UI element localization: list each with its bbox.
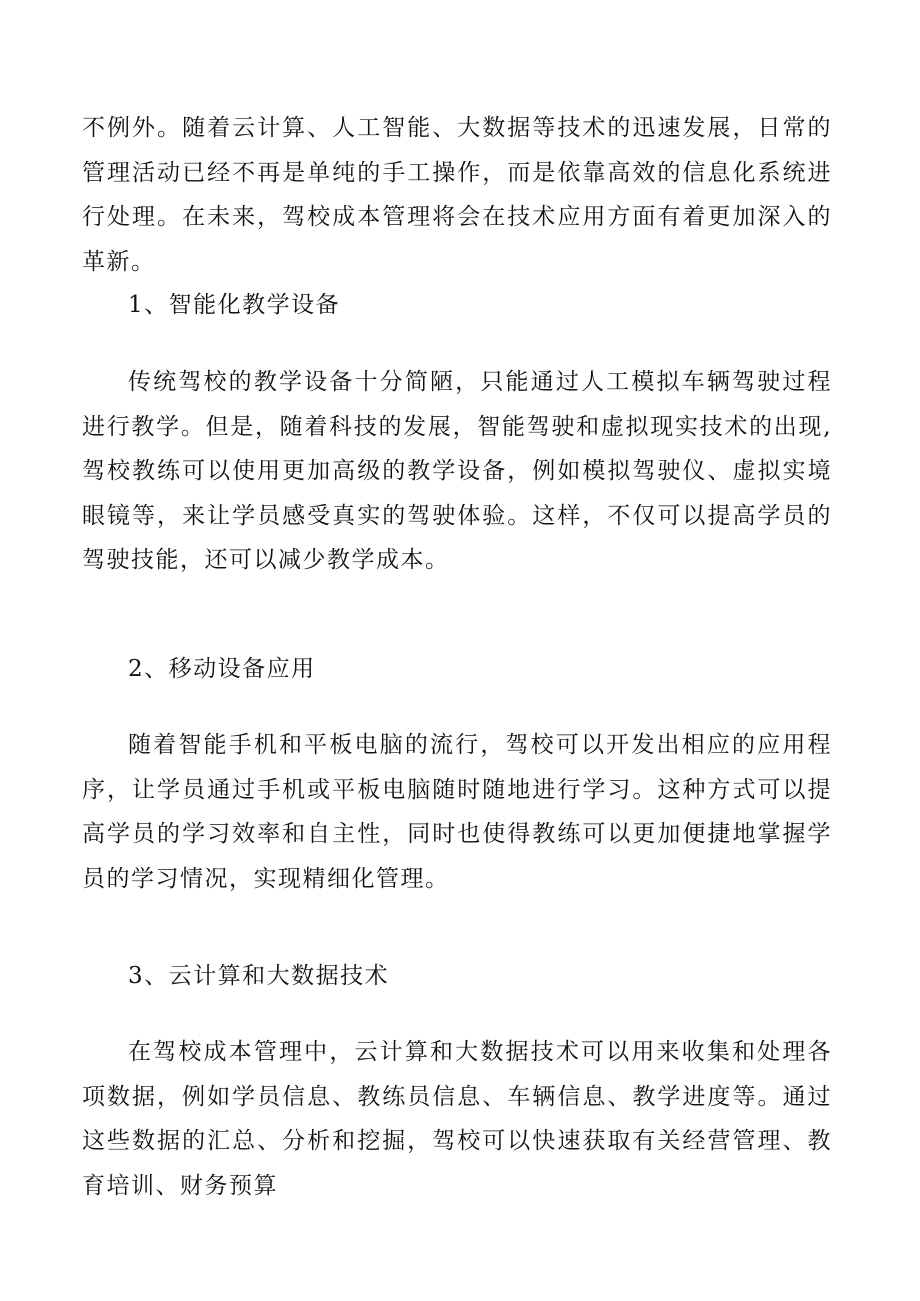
- section-2-heading: 2、移动设备应用: [128, 656, 316, 682]
- section-3-paragraph: 在驾校成本管理中，云计算和大数据技术可以用来收集和处理各项数据，例如学员信息、教练员信息、车辆信息、教学进度等。通过这些数据的汇总、分析和挖掘，驾校可以快速获取有关经营管理、教育培训、财务预算: [82, 1039, 832, 1199]
- section-2-paragraph: 随着智能手机和平板电脑的流行，驾校可以开发出相应的应用程序，让学员通过手机或平板电脑随时随地进行学习。这种方式可以提高学员的学习效率和自主性，同时也使得教练可以更加便捷地掌握学员的学习情况，实现精细化管理。: [82, 732, 832, 892]
- intro-paragraph: 不例外。随着云计算、人工智能、大数据等技术的迅速发展，日常的管理活动已经不再是单纯的手工操作，而是依靠高效的信息化系统进行处理。在未来，驾校成本管理将会在技术应用方面有着更加深入的革新。: [82, 115, 832, 275]
- section-1-heading: 1、智能化教学设备: [128, 292, 341, 318]
- section-1-paragraph: 传统驾校的教学设备十分简陋，只能通过人工模拟车辆驾驶过程进行教学。但是，随着科技的发展，智能驾驶和虚拟现实技术的出现,驾校教练可以使用更加高级的教学设备，例如模拟驾驶仪、虚拟实境眼镜等，来让学员感受真实的驾驶体验。这样，不仅可以提高学员的驾驶技能，还可以减少教学成本。: [82, 369, 832, 573]
- section-3-heading: 3、云计算和大数据技术: [128, 963, 390, 989]
